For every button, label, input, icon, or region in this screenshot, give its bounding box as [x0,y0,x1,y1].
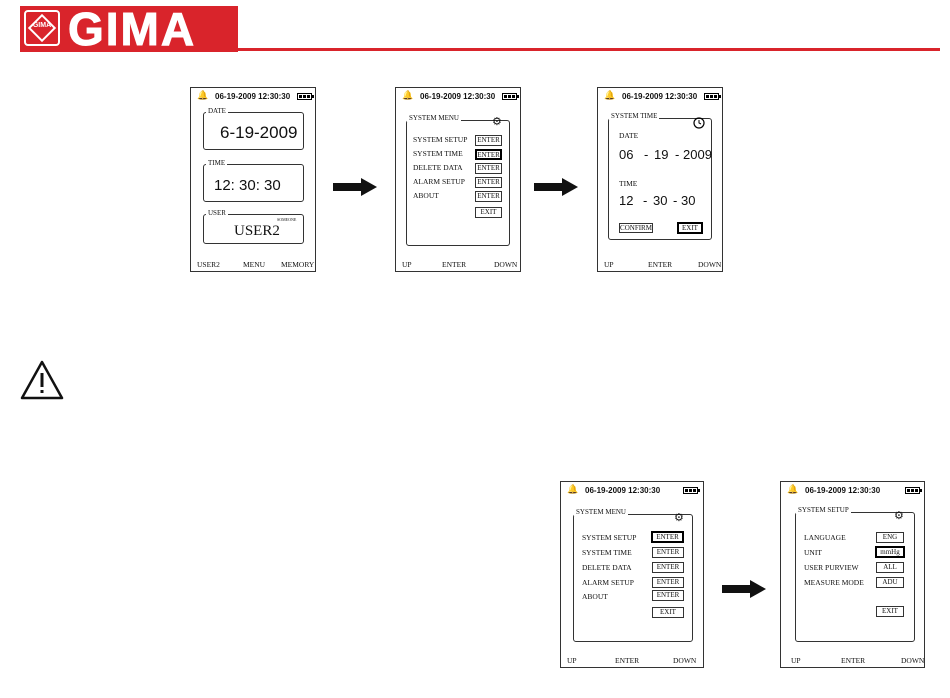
softkey-enter[interactable]: ENTER [442,260,467,269]
enter-button-system-time[interactable]: ENTER [652,547,684,558]
date-panel [203,107,304,150]
bell-icon: 🔔 [787,484,799,494]
system-setup-title: SYSTEM SETUP [798,506,849,514]
gears-icon: ⚙︎ [894,510,904,522]
battery-icon [905,487,920,494]
system-menu-panel [406,114,510,246]
softkey-enter[interactable]: ENTER [615,656,640,665]
date-separator: - [675,147,680,162]
time-label: TIME [208,159,226,167]
date-label: DATE [619,131,639,140]
arrow-right-icon [722,580,766,598]
softkey-down[interactable]: DOWN [698,260,722,269]
battery-icon [502,93,517,100]
system-setup-screen [780,481,925,668]
softkey-bar [561,653,703,665]
enter-button-delete-data[interactable]: ENTER [475,163,502,174]
setup-label-language: LANGUAGE [804,533,846,542]
system-menu-title: SYSTEM MENU [576,508,626,516]
menu-item-about[interactable]: ABOUT [413,191,439,200]
header-rule [238,48,940,51]
softkey-enter[interactable]: ENTER [841,656,866,665]
menu-item-about[interactable]: ABOUT [582,592,608,601]
status-datetime: 06-19-2009 12:30:30 [805,486,881,495]
enter-button-system-time[interactable]: ENTER [475,149,502,160]
bell-icon: 🔔 [197,90,209,100]
time-minute[interactable]: 30 [653,193,668,208]
user-label: USER [208,209,226,217]
date-label: DATE [208,107,226,115]
softkey-down[interactable]: DOWN [901,656,925,665]
softkey-up[interactable]: UP [604,260,614,269]
softkey-bar [598,257,722,269]
battery-icon [683,487,698,494]
system-menu-title: SYSTEM MENU [409,114,459,122]
menu-item-system-setup[interactable]: SYSTEM SETUP [413,135,468,144]
menu-item-alarm-setup[interactable]: ALARM SETUP [582,578,634,587]
softkey-bar [396,257,520,269]
setup-label-user-purview: USER PURVIEW [804,563,859,572]
arrow-right-icon [534,178,578,196]
language-value[interactable]: ENG [876,532,904,543]
time-hour[interactable]: 12 [619,193,634,208]
status-bar [561,484,703,498]
softkey-up[interactable]: UP [567,656,577,665]
bell-icon: 🔔 [567,484,579,494]
date-year[interactable]: 2009 [683,147,712,162]
softkey-user2[interactable]: USER2 [197,260,220,269]
menu-item-delete-data[interactable]: DELETE DATA [413,163,463,172]
date-value: 6-19-2009 [220,123,298,142]
system-menu-screen-2 [560,481,704,668]
battery-icon [704,93,719,100]
status-datetime: 06-19-2009 12:30:30 [622,92,698,101]
system-time-title: SYSTEM TIME [611,112,658,120]
menu-item-delete-data[interactable]: DELETE DATA [582,563,632,572]
system-menu-panel [573,508,693,642]
confirm-button[interactable]: CONFIRM [620,224,652,232]
clock-icon [693,117,705,129]
warning-icon [20,360,64,400]
softkey-down[interactable]: DOWN [494,260,518,269]
time-second[interactable]: 30 [681,193,696,208]
user-tag: SOMEONE [277,217,297,222]
gima-logo [20,3,238,55]
menu-item-system-time[interactable]: SYSTEM TIME [413,149,463,158]
menu-item-system-setup[interactable]: SYSTEM SETUP [582,533,637,542]
date-month[interactable]: 06 [619,147,634,162]
user-purview-value[interactable]: ALL [876,562,904,573]
brand-name: GIMA [68,3,197,55]
bell-icon: 🔔 [402,90,414,100]
enter-button-system-setup[interactable]: ENTER [475,135,502,146]
status-bar [396,90,520,104]
status-bar [598,90,722,104]
softkey-up[interactable]: UP [791,656,801,665]
user-panel [203,209,304,244]
enter-button-alarm-setup[interactable]: ENTER [652,577,684,588]
exit-button[interactable]: EXIT [475,207,502,218]
user-value: USER2 [234,223,280,239]
date-day[interactable]: 19 [654,147,669,162]
softkey-memory[interactable]: MEMORY [281,260,315,269]
setup-label-measure-mode: MEASURE MODE [804,578,864,587]
bell-icon: 🔔 [604,90,616,100]
exit-button[interactable]: EXIT [677,222,703,234]
status-bar [191,90,315,104]
enter-button-delete-data[interactable]: ENTER [652,562,684,573]
status-datetime: 06-19-2009 12:30:30 [215,92,291,101]
enter-button-system-setup[interactable]: ENTER [651,531,684,543]
status-datetime: 06-19-2009 12:30:30 [420,92,496,101]
time-label: TIME [619,179,638,188]
enter-button-about[interactable]: ENTER [652,590,684,601]
emblem-text: GIMA [32,22,52,29]
arrow-right-icon [333,178,377,196]
exit-button[interactable]: EXIT [652,607,684,618]
exit-button[interactable]: EXIT [876,606,904,617]
menu-item-alarm-setup[interactable]: ALARM SETUP [413,177,465,186]
system-time-screen [597,87,723,272]
status-datetime: 06-19-2009 12:30:30 [585,486,661,495]
gima-emblem [24,10,60,46]
enter-button-alarm-setup[interactable]: ENTER [475,177,502,188]
gears-icon: ⚙︎ [492,116,502,128]
system-menu-screen [395,87,521,272]
softkey-menu[interactable]: MENU [243,260,266,269]
main-display-screen [190,87,316,272]
time-panel [203,159,304,202]
softkey-bar [781,653,924,665]
system-time-panel [608,112,712,240]
measure-mode-value[interactable]: ADU [876,577,904,588]
enter-button-about[interactable]: ENTER [475,191,502,202]
time-value: 12: 30: 30 [214,177,281,194]
softkey-up[interactable]: UP [402,260,412,269]
menu-item-system-time[interactable]: SYSTEM TIME [582,548,632,557]
date-separator: - [644,147,649,162]
battery-icon [297,93,312,100]
softkey-enter[interactable]: ENTER [648,260,673,269]
time-separator: - [673,193,678,208]
gears-icon: ⚙︎ [674,512,684,524]
setup-label-unit: UNIT [804,548,822,557]
softkey-down[interactable]: DOWN [673,656,697,665]
status-bar [781,484,924,498]
softkey-bar [191,257,315,269]
time-separator: - [643,193,648,208]
system-setup-panel [795,506,915,642]
unit-value[interactable]: mmHg [875,546,905,558]
